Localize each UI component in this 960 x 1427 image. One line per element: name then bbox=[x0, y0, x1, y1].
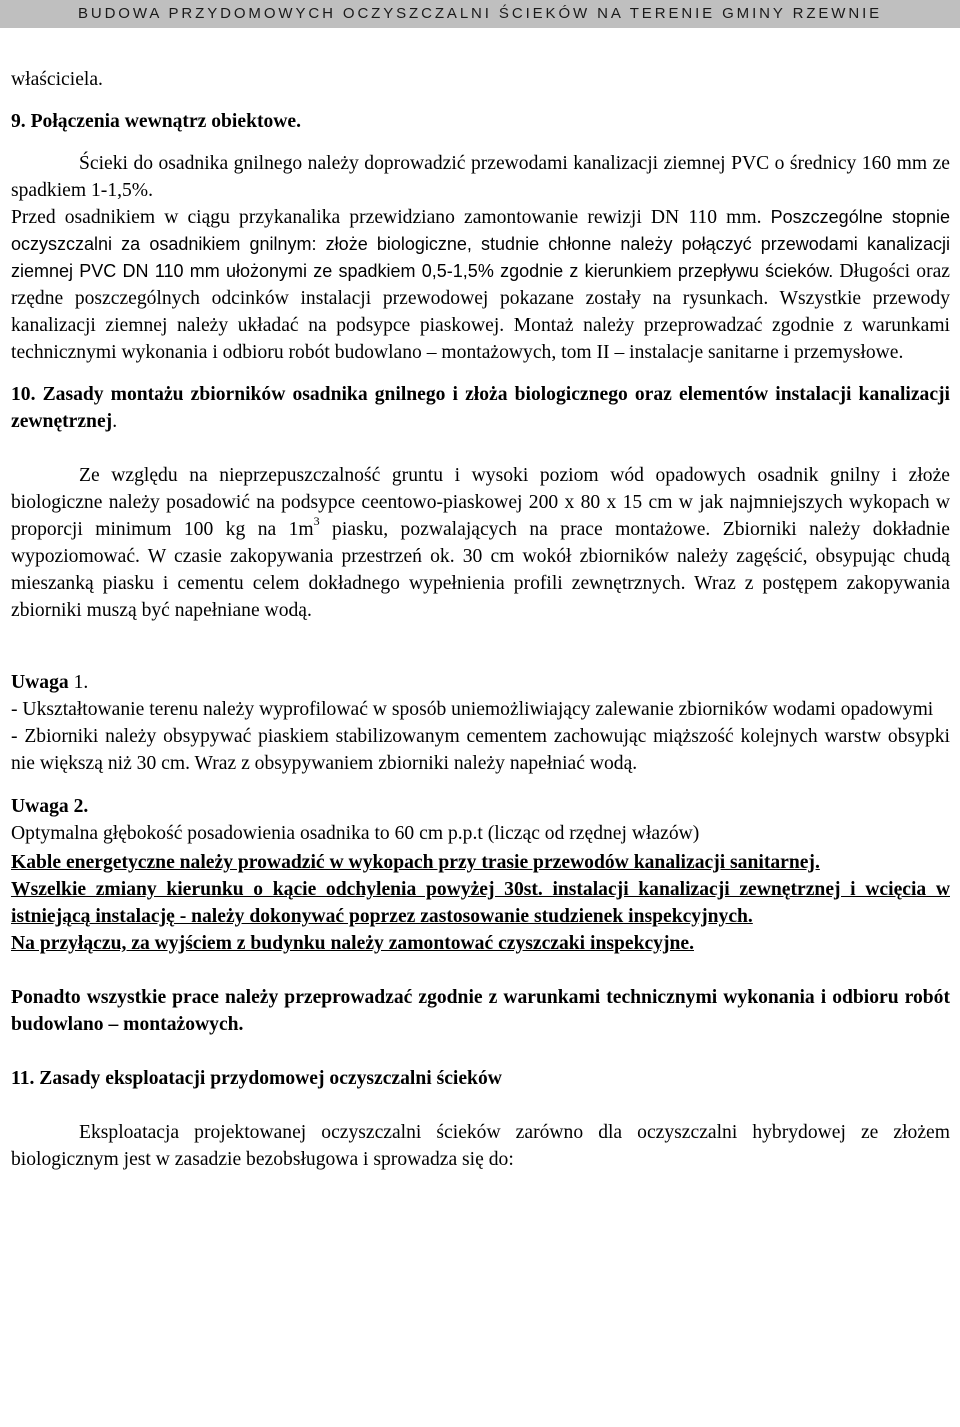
section-9-paragraph-1: Ścieki do osadnika gnilnego należy doprowadzić przewodami kanalizacji ziemnej PVC o średnicy 160 mm ze spadkiem 1-1,5%. bbox=[11, 153, 950, 201]
s10-text-a: Ze względu na nieprzepuszczalność gruntu i wysoki poziom wód opadowych osadnik gnilny i złoże biologiczne należy posadowić na podsypce ceentowo-piaskowej 200 x 80 x 15 cm w jak najmniejszych wykopach w proporcji minimum 100 kg na 1m bbox=[11, 465, 950, 540]
page-header bbox=[0, 0, 960, 28]
section-11-paragraph-1: Eksploatacja projektowanej oczyszczalni ścieków zarówno dla oczyszczalni hybrydowej ze złożem biologicznym jest w zasadzie bezobsługowa i sprowadza się do: bbox=[11, 1122, 950, 1170]
compliance-paragraph: Ponadto wszystkie prace należy przeprowadzać zgodnie z warunkami technicznymi wykonania i odbioru robót budowlano – montażowych. bbox=[11, 987, 950, 1035]
section-9-paragraph-2 bbox=[11, 204, 950, 366]
note-1-label: Uwaga bbox=[11, 672, 69, 693]
note-1-number: 1. bbox=[68, 672, 89, 693]
s9-sentence-4: Wszystkie przewody kanalizacji ziemnej należy układać na podsypce piaskowej. bbox=[11, 288, 950, 336]
note-2-text: Optymalna głębokość posadowienia osadnika to 60 cm p.p.t (licząc od rzędnej włazów) bbox=[11, 823, 700, 844]
section-10-title bbox=[11, 381, 950, 435]
s9-sentence-2: Poszczególne stopnie oczyszczalni za osadnikiem gnilnym: złoże biologiczne, studnie chłonne należy połączyć przewodami kanalizacji ziemnej PVC DN 110 mm ułożonymi ze spadkiem 0,5-1,5% zgodnie z kierunkiem przepływu ścieków. bbox=[11, 207, 950, 281]
note-1-heading bbox=[11, 669, 950, 696]
note-1-item-2: - Zbiorniki należy obsypywać piaskiem stabilizowanym cementem zachowując miąższość kolejnych warstw obsypki nie większą niż 30 cm. Wraz z obsypywaniem zbiorniki należy napełniać wodą. bbox=[11, 726, 950, 774]
section-10-title-text: 10. Zasady montażu zbiorników osadnika gnilnego i złoża biologicznego oraz elementów instalacji kanalizacji zewnętrznej bbox=[11, 384, 950, 432]
s9-sentence-1: Przed osadnikiem w ciągu przykanalika przewidziano zamontowanie rewizji DN 110 mm. bbox=[11, 207, 762, 228]
continuation-line: właściciela. bbox=[11, 69, 103, 90]
s10-text-b: piasku, pozwalających na prace montażowe. Zbiorniki należy dokładnie wypoziomować. W czasie zakopywania przestrzeń ok. 30 cm wokół zbiorników należy zagęścić, obsypując chudą mieszanką piasku i cementu celem dokładnego wypełnienia profili zewnętrznych. Wraz z postępem zakopywania zbiorniki muszą być napełniane wodą. bbox=[11, 519, 950, 621]
direction-change-note: Wszelkie zmiany kierunku o kącie odchylenia powyżej 30st. instalacji kanalizacji zewnętrznej i wcięcia w istniejącą instalację - należy dokonywać poprzez zastosowanie studzienek inspekcyjnych. bbox=[11, 879, 950, 927]
cubic-superscript: 3 bbox=[313, 514, 320, 529]
section-9-title: 9. Połączenia wewnątrz obiektowe. bbox=[11, 111, 302, 132]
cables-note: Kable energetyczne należy prowadzić w wykopach przy trasie przewodów kanalizacji sanitarnej. bbox=[11, 852, 820, 873]
section-10-title-dot: . bbox=[112, 411, 118, 432]
document-body bbox=[11, 66, 950, 1173]
note-2-heading: Uwaga 2. bbox=[11, 796, 89, 817]
s9-sentence-3: Długości oraz rzędne poszczególnych odcinków instalacji przewodowej pokazane zostały na rysunkach. bbox=[11, 261, 950, 309]
section-10-paragraph-1 bbox=[11, 462, 950, 624]
section-11-title: 11. Zasady eksploatacji przydomowej oczyszczalni ścieków bbox=[11, 1068, 502, 1089]
cleanout-note: Na przyłączu, za wyjściem z budynku należy zamontować czyszczaki inspekcyjne. bbox=[11, 933, 694, 954]
header-title: BUDOWA PRZYDOMOWYCH OCZYSZCZALNI ŚCIEKÓW NA TERENIE GMINY RZEWNIE bbox=[77, 5, 883, 22]
s9-sentence-5: Montaż należy przeprowadzać zgodnie z warunkami technicznymi wykonania i odbioru robót budowlano – montażowych, tom II – instalacje sanitarne i przemysłowe. bbox=[11, 315, 951, 363]
note-1-item-1: - Ukształtowanie terenu należy wyprofilować w sposób uniemożliwiający zalewanie zbiorników wodami opadowymi bbox=[11, 699, 934, 720]
